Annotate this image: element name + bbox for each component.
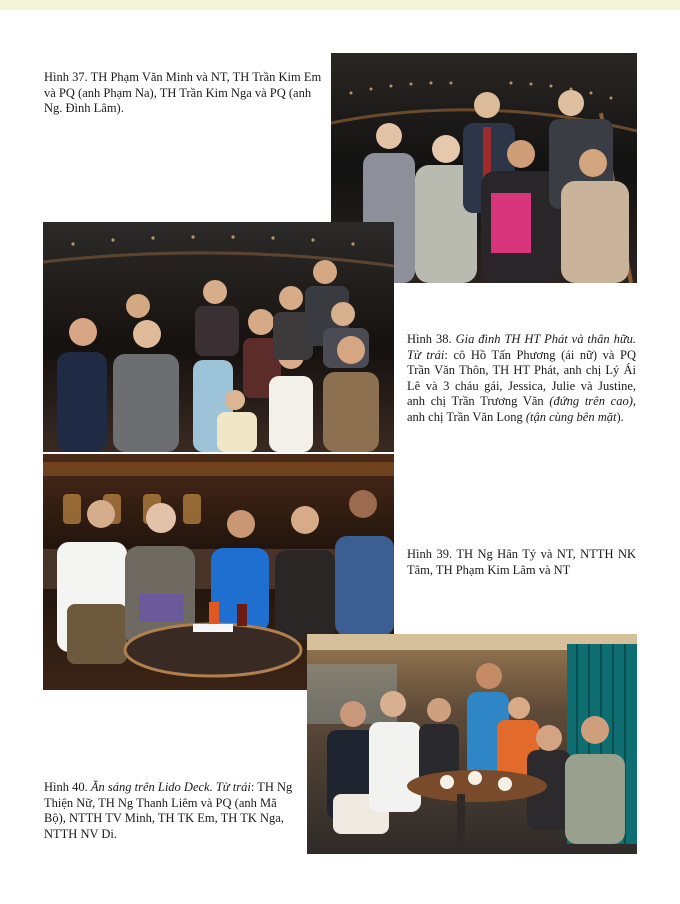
caption-figure-37 [44,70,322,117]
photo-figure-40 [307,634,637,854]
caption-figure-40 [44,780,300,842]
caption-figure-39-label: Hình 39. [407,547,453,561]
caption-figure-37-label: Hình 37. [44,70,88,84]
photo-figure-38 [43,222,394,452]
caption-figure-37-text: TH Phạm Văn Minh và NT, TH Trần Kim Em và PQ (anh Phạm Na), TH Trần Kim Nga và PQ (anh Ng. Đình Lâm). [44,70,322,115]
caption-figure-40-text-1: : TH Ng Thiện Nữ, TH Ng Thanh Liêm và PQ (anh Mã Bộ), NTTH TV Minh, TH TK Em, TH TK Nga, NTTH NV Di. [44,780,293,841]
top-band [0,0,680,10]
caption-figure-38-italic-1: Gia đình TH HT Phát và thân hữu. Từ trái [407,332,637,362]
caption-figure-38 [407,332,636,425]
photo-figure-38-image [43,222,394,452]
photo-figure-40-image [307,634,637,854]
caption-figure-38-text-1: : cô Hồ Tấn Phương (ái nữ) và PQ Trần Văn Thôn, TH HT Phát, anh chị Lý Ái Lê và 3 cháu gái, Jessica, Julie và Justine, anh chị Trần Trương Văn [407,347,636,408]
caption-figure-38-italic-2: (đứng trên cao) [549,394,633,408]
caption-figure-38-italic-3: (tận cùng bên mặt [525,409,617,424]
caption-figure-40-italic-1: Ăn sáng trên Lido Deck. Từ trái [90,780,251,794]
caption-figure-39 [407,547,636,578]
caption-figure-38-label: Hình 38. [407,332,452,346]
caption-figure-40-label: Hình 40. [44,780,88,794]
caption-figure-38-text-2: , anh chị Trần Văn Long [407,394,636,424]
caption-figure-38-text-3: ). [616,409,624,424]
caption-figure-39-text: TH Ng Hân Tý và NT, NTTH NK Tâm, TH Phạm Kim Lâm và NT [407,547,636,577]
